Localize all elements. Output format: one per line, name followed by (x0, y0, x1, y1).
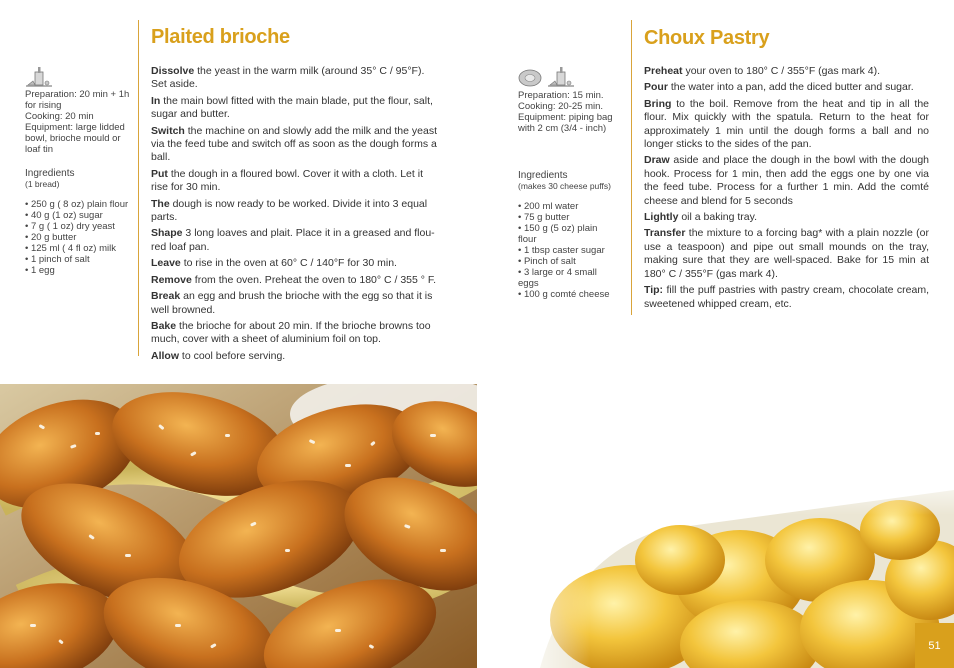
list-item: • 1 egg (25, 265, 133, 276)
brioche-step: Break an egg and brush the brioche with the egg so that it is well browned. (151, 290, 433, 316)
brioche-meta-cooking: Cooking: 20 min (25, 111, 94, 122)
choux-step: Transfer the mixture to a forcing bag* with a plain nozzle (or use a teaspoon) and pipe out small mounds on the tray, making sure that they are well-spaced. Bake for 15 min at 180° C / 355°F (gas mark 4). (644, 227, 929, 280)
brioche-step: In the main bowl fitted with the main blade, put the flour, salt, sugar and butter. (151, 94, 433, 121)
blade-accessory-icon (518, 68, 542, 88)
choux-meta-preparation: Preparation: 15 min. (518, 90, 604, 101)
list-item: • 200 ml water (518, 201, 614, 212)
brioche-meta-equipment: Equipment: large lidded bowl, brioche mould or loaf tin (25, 122, 125, 155)
brioche-divider (138, 20, 139, 356)
choux-step: Bring to the boil. Remove from the heat and tip in all the flour. Mix quickly with the spatula. Return to the heat for approximately 1 min until the dough forms a ball and no longer sticks to the sides of the pan. (644, 97, 929, 151)
choux-step: Lightly oil a baking tray. (644, 211, 758, 224)
list-item: • 1 pinch of salt (25, 254, 133, 265)
choux-ingredients-title: Ingredients (518, 170, 568, 181)
brioche-ingredients-list (25, 199, 133, 276)
brioche-step: Leave to rise in the oven at 60° C / 140°F for 30 min. (151, 257, 397, 270)
list-item: • 20 g butter (25, 232, 133, 243)
brioche-ingredients-title: Ingredients (25, 168, 75, 179)
list-item: • 250 g ( 8 oz) plain flour (25, 199, 133, 210)
brioche-step: Shape 3 long loaves and plait. Place it in a greased and flou-red loaf pan. (151, 227, 435, 253)
brioche-step: Put the dough in a floured bowl. Cover it with a cloth. Let it rise for 30 min. (151, 167, 423, 194)
brioche-title: Plaited brioche (151, 26, 290, 48)
choux-step: Preheat your oven to 180° C / 355°F (gas mark 4). (644, 65, 881, 77)
brioche-step: Switch the machine on and slowly add the milk and the yeast via the feed tube and switch off as soon as the dough forms a ball. (151, 124, 437, 164)
food-processor-icon (25, 66, 53, 88)
brioche-step: The dough is now ready to be worked. Divide it into 3 equal parts. (151, 197, 428, 224)
brioche-step: Remove from the oven. Preheat the oven to 180° C / 355 ° F. (151, 273, 437, 286)
list-item: • 3 large or 4 small eggs (518, 267, 614, 289)
choux-sidebar (518, 90, 614, 300)
brioche-steps (151, 65, 437, 366)
list-item: • 7 g ( 1 oz) dry yeast (25, 221, 133, 232)
choux-divider (631, 20, 632, 315)
brioche-step: Allow to cool before serving. (151, 349, 286, 362)
choux-ingredients-subtitle: (makes 30 cheese puffs) (518, 181, 611, 191)
brioche-photo (0, 384, 477, 668)
choux-step: Draw aside and place the dough in the bowl with the dough hook. Process for 1 min, then add the eggs one by one via the feed tube. Process for a further 1 min. Add the comté cheese and blend for 5 seconds (644, 154, 929, 207)
choux-title: Choux Pastry (644, 27, 770, 49)
brioche-step: Bake the brioche for about 20 min. If the brioche browns too much, cover with a sheet of aluminium foil on top. (151, 319, 431, 346)
page-number: 51 (915, 623, 954, 668)
choux-photo (510, 470, 954, 668)
choux-meta-cooking: Cooking: 20-25 min. (518, 101, 604, 112)
brioche-step: Dissolve the yeast in the warm milk (around 35° C / 95°F). Set aside. (151, 65, 425, 91)
choux-meta-equipment: Equipment: piping bag with 2 cm (3/4 - inch) (518, 112, 613, 134)
choux-step: Tip: fill the puff pastries with pastry cream, chocolate cream, sweetened whipped cream, etc. (644, 284, 929, 310)
choux-step: Pour the water into a pan, add the diced butter and sugar. (644, 81, 914, 94)
list-item: • 40 g (1 oz) sugar (25, 210, 133, 221)
list-item: • Pinch of salt (518, 256, 614, 267)
brioche-meta-preparation: Preparation: 20 min + 1h for rising (25, 89, 130, 111)
food-processor-icon (547, 66, 575, 88)
brioche-sidebar (25, 89, 133, 276)
choux-steps (644, 65, 929, 314)
choux-ingredients-list (518, 201, 614, 300)
list-item: • 75 g butter (518, 212, 614, 223)
brioche-ingredients-subtitle: (1 bread) (25, 179, 60, 189)
list-item: • 100 g comté cheese (518, 289, 614, 300)
list-item: • 1 tbsp caster sugar (518, 245, 614, 256)
list-item: • 150 g (5 oz) plain flour (518, 223, 614, 245)
list-item: • 125 ml ( 4 fl oz) milk (25, 243, 133, 254)
